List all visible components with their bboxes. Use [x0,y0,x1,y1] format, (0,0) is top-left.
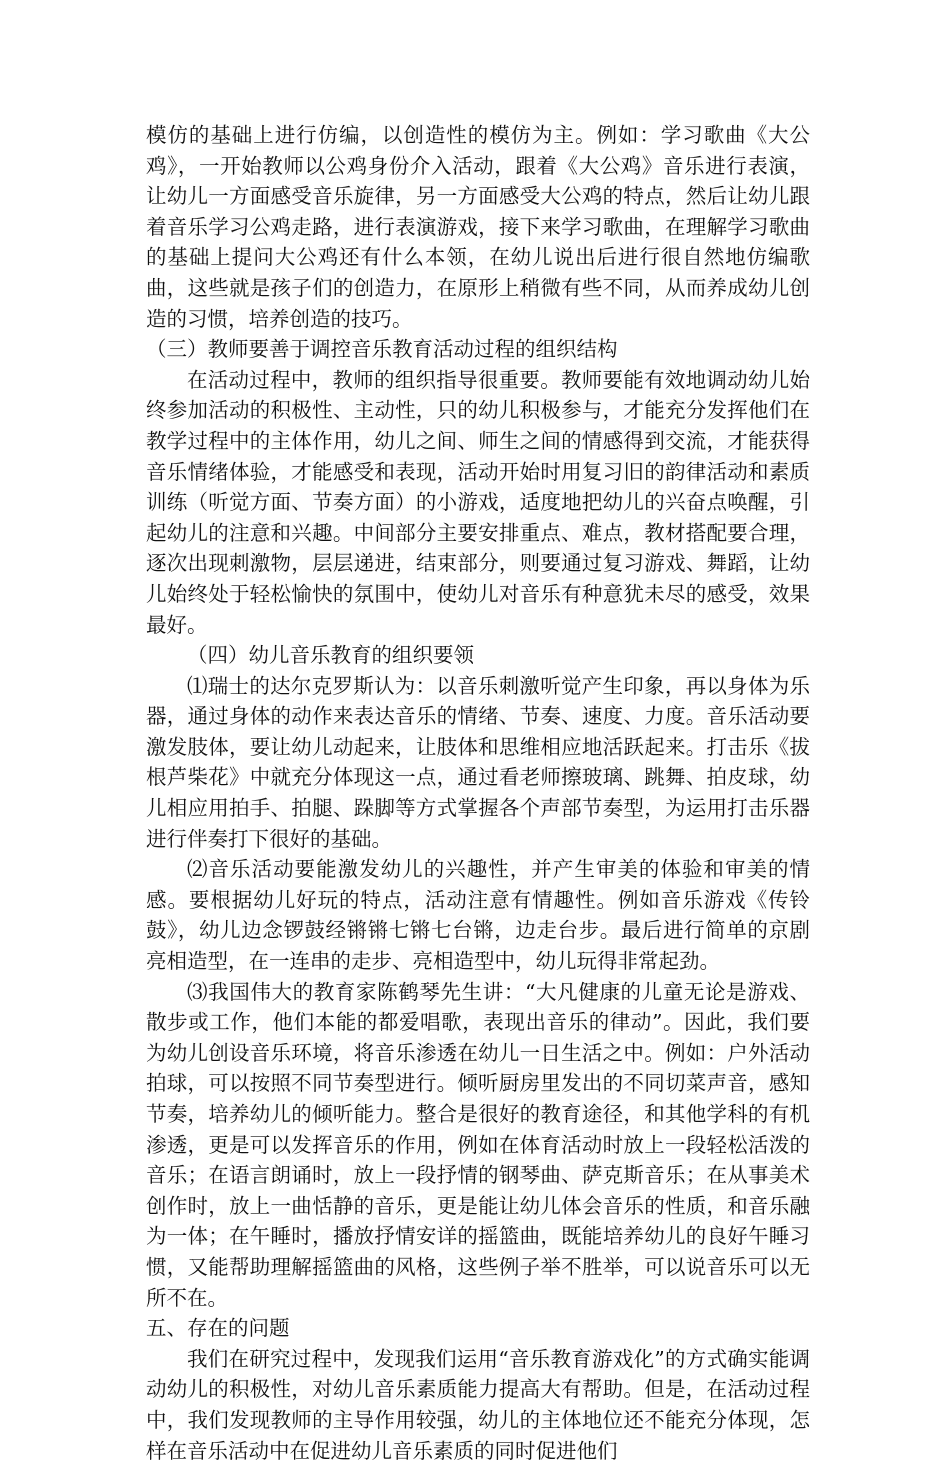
paragraph-point-three: ⑶我国伟大的教育家陈鹤琴先生讲：“大凡健康的儿童无论是游戏、散步或工作，他们本能的都爱唱歌，表现出音乐的律动”。因此，我们要为幼儿创设音乐环境，将音乐渗透在幼儿一日生活之中。例如：户外活动拍球，可以按照不同节奏型进行。倾听厨房里发出的不同切菜声音，感知节奏，培养幼儿的倾听能力。整合是很好的教育途径，和其他学科的有机渗透，更是可以发挥音乐的作用，例如在体育活动时放上一段轻松活泼的音乐；在语言朗诵时，放上一段抒情的钢琴曲、萨克斯音乐；在从事美术创作时，放上一曲恬静的音乐，更是能让幼儿体会音乐的性质，和音乐融为一体；在午睡时，播放抒情安详的摇篮曲，既能培养幼儿的良好午睡习惯，又能帮助理解摇篮曲的风格，这些例子举不胜举，可以说音乐可以无所不在。 [146,979,810,1310]
paragraph-activity-process: 在活动过程中，教师的组织指导很重要。教师要能有效地调动幼儿始终参加活动的积极性、主动性，只的幼儿积极参与，才能充分发挥他们在教学过程中的主体作用，幼儿之间、师生之间的情感得到交流，才能获得音乐情绪体验，才能感受和表现，活动开始时用复习旧的韵律活动和素质训练（听觉方面、节奏方面）的小游戏，适度地把幼儿的兴奋点唤醒，引起幼儿的注意和兴趣。中间部分主要安排重点、难点，教材搭配要合理，逐次出现刺激物，层层递进，结束部分，则要通过复习游戏、舞蹈，让幼儿始终处于轻松愉快的氛围中，使幼儿对音乐有种意犹未尽的感受，效果最好。 [146,367,810,637]
paragraph-point-one: ⑴瑞士的达尔克罗斯认为：以音乐刺激听觉产生印象，再以身体为乐器，通过身体的动作来表达音乐的情绪、节奏、速度、力度。音乐活动要激发肢体，要让幼儿动起来，让肢体和思维相应地活跃起来。打击乐《拔根芦柴花》中就充分体现这一点，通过看老师擦玻璃、跳舞、拍皮球，幼儿相应用拍手、拍腿、跺脚等方式掌握各个声部节奏型，为运用打击乐器进行伴奏打下很好的基础。 [146,673,810,851]
section-heading-three: （三）教师要善于调控音乐教育活动过程的组织结构 [146,337,618,362]
section-heading-five: 五、存在的问题 [146,1316,290,1341]
paragraph-continuation: 模仿的基础上进行仿编，以创造性的模仿为主。例如：学习歌曲《大公鸡》，一开始教师以公鸡身份介入活动，跟着《大公鸡》音乐进行表演，让幼儿一方面感受音乐旋律，另一方面感受大公鸡的特点，然后让幼儿跟着音乐学习公鸡走路，进行表演游戏，接下来学习歌曲，在理解学习歌曲的基础上提问大公鸡还有什么本领，在幼儿说出后进行很自然地仿编歌曲，这些就是孩子们的创造力，在原形上稍微有些不同，从而养成幼儿创造的习惯，培养创造的技巧。 [146,123,810,331]
document-page [146,120,810,1466]
paragraph-problems: 我们在研究过程中，发现我们运用“音乐教育游戏化”的方式确实能调动幼儿的积极性，对幼儿音乐素质能力提高大有帮助。但是，在活动过程中，我们发现教师的主导作用较强，幼儿的主体地位还不能充分体现，怎样在音乐活动中在促进幼儿音乐素质的同时促进他们 [146,1346,810,1463]
section-heading-four: （四）幼儿音乐教育的组织要领 [187,643,474,668]
paragraph-point-two: ⑵音乐活动要能激发幼儿的兴趣性，并产生审美的体验和审美的情感。要根据幼儿好玩的特点，活动注意有情趣性。例如音乐游戏《传铃鼓》，幼儿边念锣鼓经锵锵七锵七台锵，边走台步。最后进行简单的京剧亮相造型，在一连串的走步、亮相造型中，幼儿玩得非常起劲。 [146,857,810,974]
